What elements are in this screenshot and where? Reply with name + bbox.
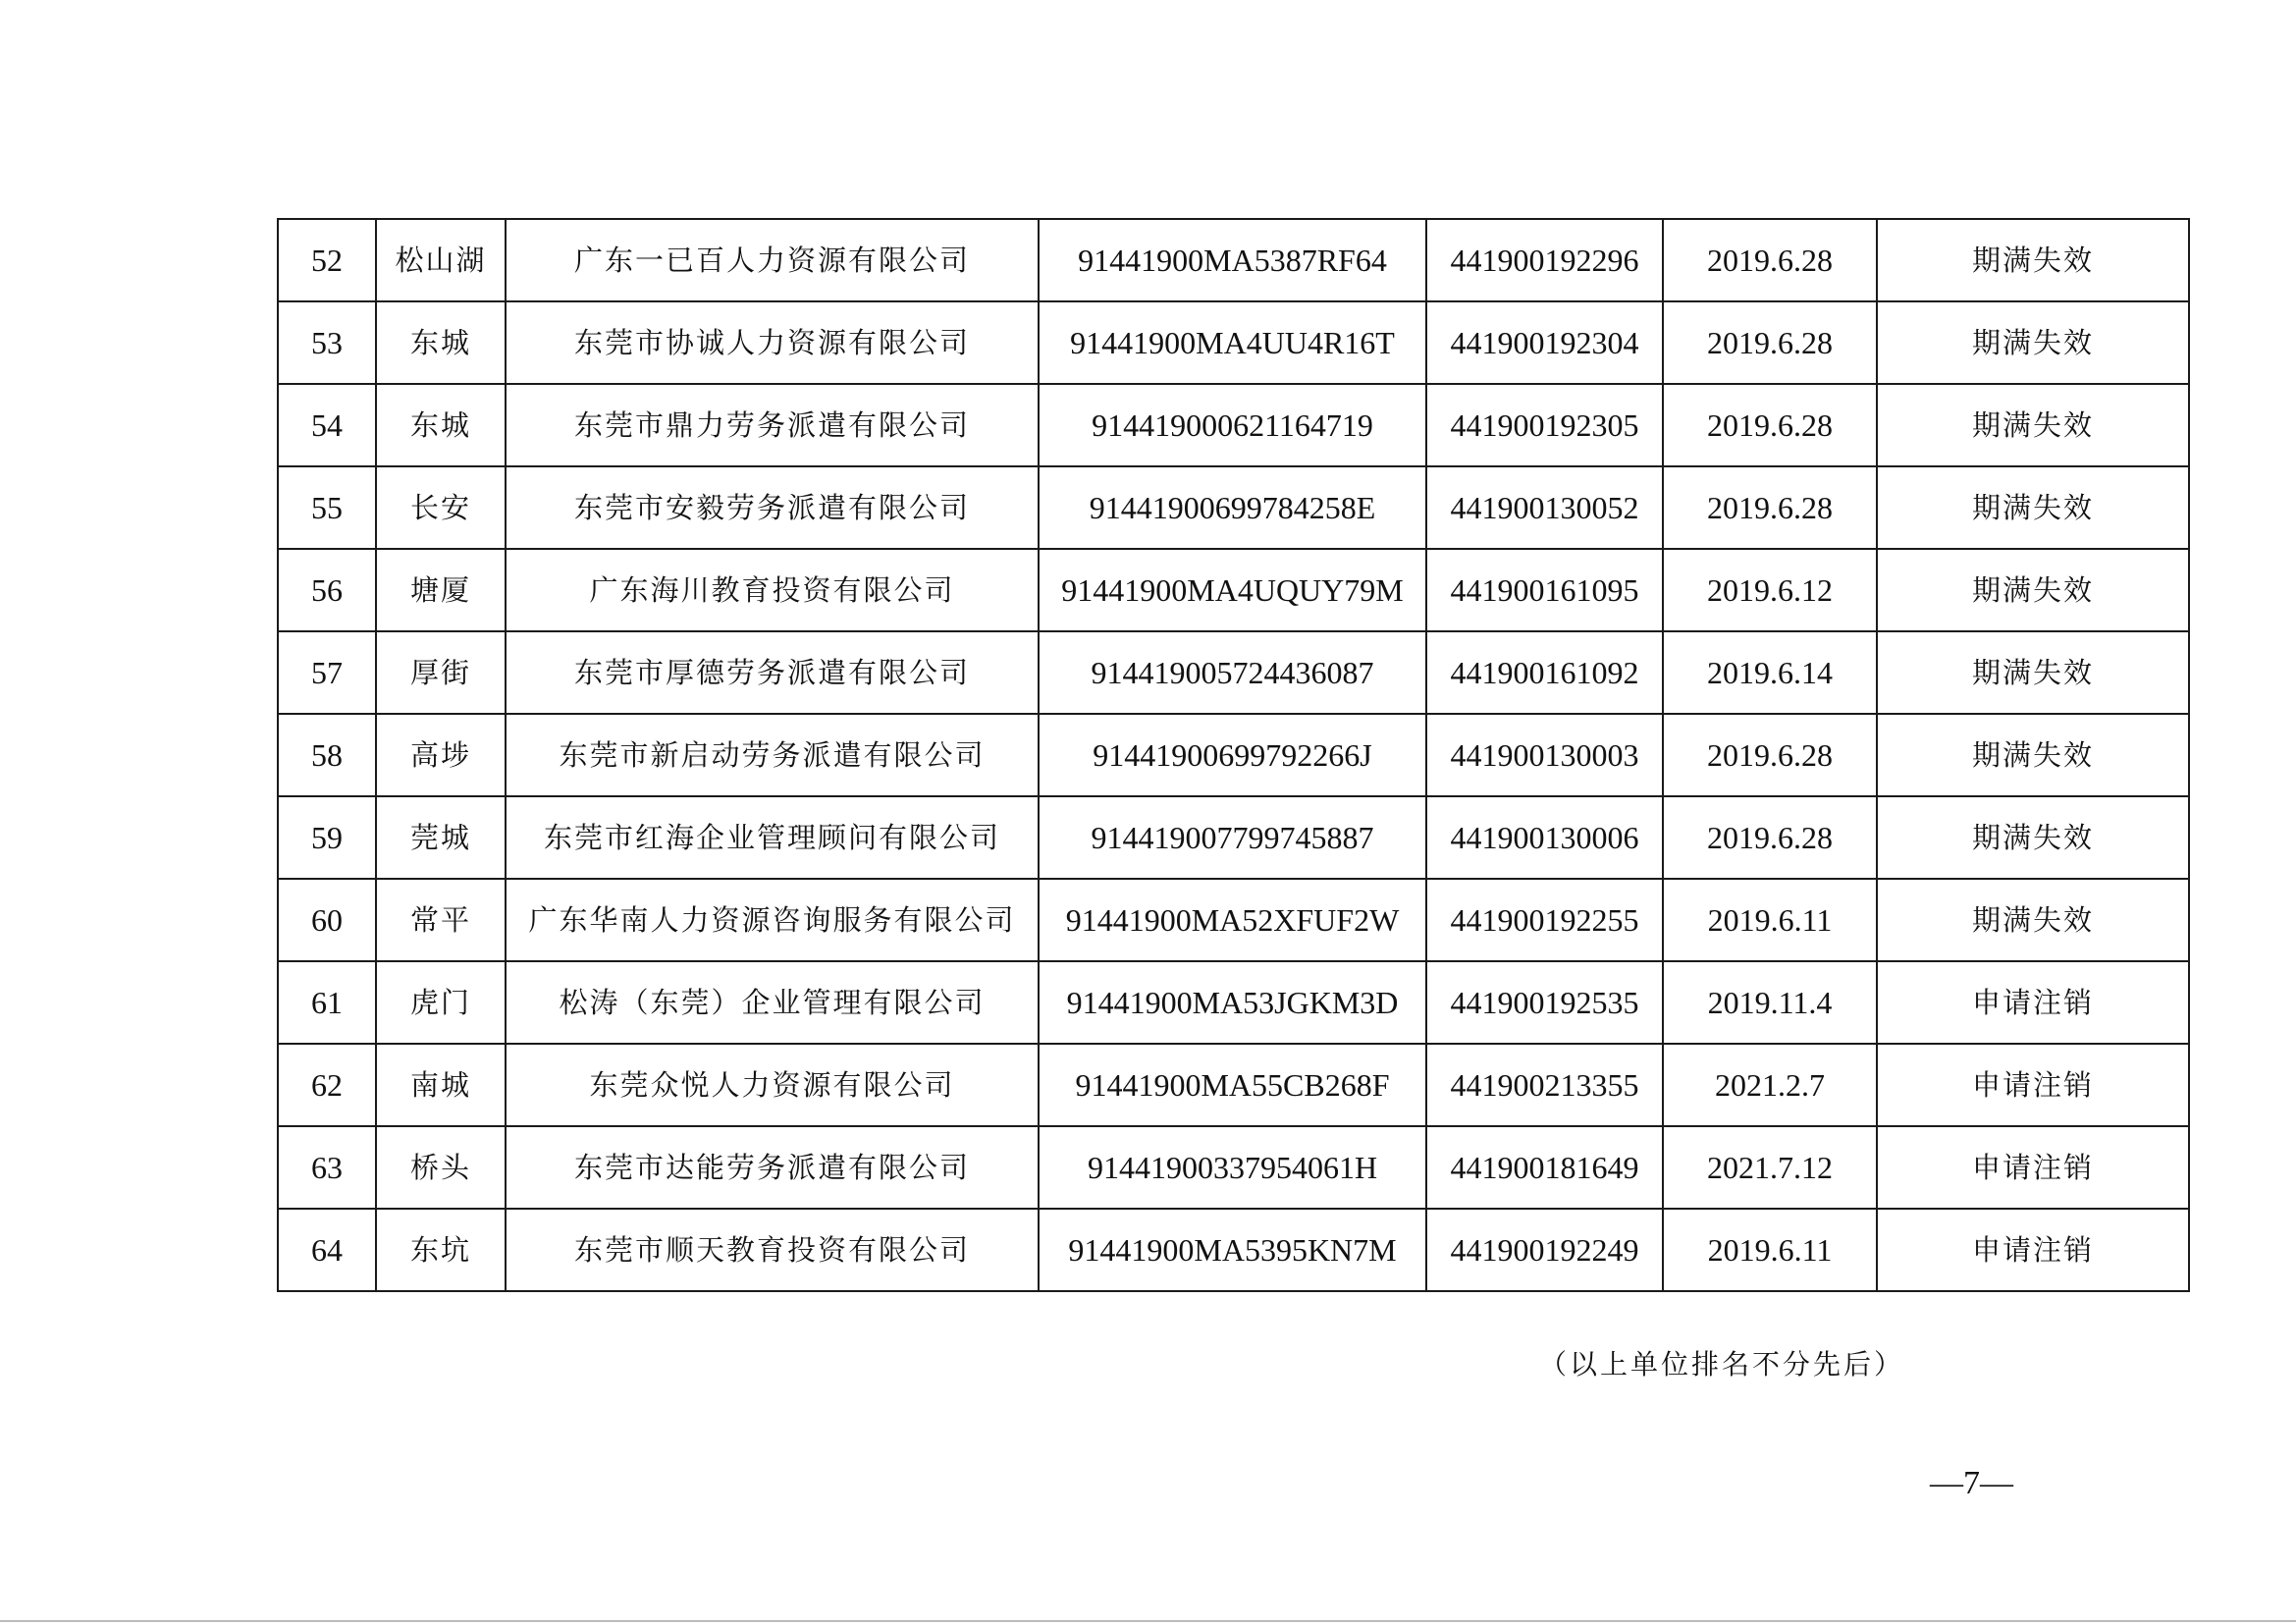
status-cell: 期满失效: [1877, 879, 2189, 961]
table-row: [278, 301, 2189, 384]
row-number-cell: 64: [278, 1209, 376, 1291]
row-number-cell: 55: [278, 466, 376, 549]
company-name-cell: 东莞市鼎力劳务派遣有限公司: [506, 384, 1039, 466]
credit-code-cell: 91441900699792266J: [1039, 714, 1426, 796]
credit-code-cell: 91441900MA4UU4R16T: [1039, 301, 1426, 384]
footnote: （以上单位排名不分先后）: [1539, 1348, 1905, 1380]
row-number-cell: 61: [278, 961, 376, 1044]
credit-code-cell: 914419007799745887: [1039, 796, 1426, 879]
credit-code-cell: 91441900MA4UQUY79M: [1039, 549, 1426, 631]
company-name-cell: 广东华南人力资源咨询服务有限公司: [506, 879, 1039, 961]
company-name-cell: 广东海川教育投资有限公司: [506, 549, 1039, 631]
table-row: [278, 714, 2189, 796]
row-number-cell: 59: [278, 796, 376, 879]
area-cell: 高埗: [376, 714, 506, 796]
company-name-cell: 东莞市协诚人力资源有限公司: [506, 301, 1039, 384]
date-cell: 2021.7.12: [1663, 1126, 1877, 1209]
page-bottom-rule: [0, 1620, 2296, 1622]
row-number-cell: 52: [278, 219, 376, 301]
area-cell: 桥头: [376, 1126, 506, 1209]
license-number-cell: 441900130052: [1426, 466, 1663, 549]
row-number-cell: 57: [278, 631, 376, 714]
credit-code-cell: 914419005724436087: [1039, 631, 1426, 714]
status-cell: 申请注销: [1877, 961, 2189, 1044]
license-number-cell: 441900130006: [1426, 796, 1663, 879]
table-row: [278, 1126, 2189, 1209]
date-cell: 2019.6.28: [1663, 219, 1877, 301]
page-number: —7—: [1930, 1465, 2013, 1501]
company-name-cell: 东莞市顺天教育投资有限公司: [506, 1209, 1039, 1291]
date-cell: 2019.6.11: [1663, 1209, 1877, 1291]
license-number-cell: 441900161092: [1426, 631, 1663, 714]
company-name-cell: 东莞市达能劳务派遣有限公司: [506, 1126, 1039, 1209]
area-cell: 松山湖: [376, 219, 506, 301]
status-cell: 期满失效: [1877, 714, 2189, 796]
row-number-cell: 58: [278, 714, 376, 796]
license-number-cell: 441900192305: [1426, 384, 1663, 466]
status-cell: 期满失效: [1877, 549, 2189, 631]
date-cell: 2021.2.7: [1663, 1044, 1877, 1126]
row-number-cell: 56: [278, 549, 376, 631]
company-name-cell: 东莞市厚德劳务派遣有限公司: [506, 631, 1039, 714]
status-cell: 申请注销: [1877, 1209, 2189, 1291]
license-number-cell: 441900192249: [1426, 1209, 1663, 1291]
table-row: [278, 219, 2189, 301]
credit-code-cell: 91441900MA5395KN7M: [1039, 1209, 1426, 1291]
company-name-cell: 东莞市新启动劳务派遣有限公司: [506, 714, 1039, 796]
area-cell: 厚街: [376, 631, 506, 714]
date-cell: 2019.6.28: [1663, 301, 1877, 384]
status-cell: 期满失效: [1877, 384, 2189, 466]
date-cell: 2019.6.28: [1663, 714, 1877, 796]
table-row: [278, 384, 2189, 466]
license-number-cell: 441900161095: [1426, 549, 1663, 631]
credit-code-cell: 91441900699784258E: [1039, 466, 1426, 549]
credit-code-cell: 91441900MA55CB268F: [1039, 1044, 1426, 1126]
company-name-cell: 松涛（东莞）企业管理有限公司: [506, 961, 1039, 1044]
license-number-cell: 441900192296: [1426, 219, 1663, 301]
status-cell: 期满失效: [1877, 796, 2189, 879]
area-cell: 南城: [376, 1044, 506, 1126]
company-name-cell: 广东一已百人力资源有限公司: [506, 219, 1039, 301]
company-name-cell: 东莞市红海企业管理顾问有限公司: [506, 796, 1039, 879]
date-cell: 2019.6.14: [1663, 631, 1877, 714]
date-cell: 2019.11.4: [1663, 961, 1877, 1044]
status-cell: 期满失效: [1877, 301, 2189, 384]
table-row: [278, 631, 2189, 714]
row-number-cell: 60: [278, 879, 376, 961]
status-cell: 期满失效: [1877, 466, 2189, 549]
table-row: [278, 1209, 2189, 1291]
license-number-cell: 441900192304: [1426, 301, 1663, 384]
status-cell: 期满失效: [1877, 219, 2189, 301]
license-number-cell: 441900181649: [1426, 1126, 1663, 1209]
company-table: [277, 218, 2190, 1292]
credit-code-cell: 91441900MA52XFUF2W: [1039, 879, 1426, 961]
license-number-cell: 441900192535: [1426, 961, 1663, 1044]
date-cell: 2019.6.28: [1663, 796, 1877, 879]
row-number-cell: 63: [278, 1126, 376, 1209]
area-cell: 塘厦: [376, 549, 506, 631]
date-cell: 2019.6.28: [1663, 466, 1877, 549]
row-number-cell: 62: [278, 1044, 376, 1126]
area-cell: 东坑: [376, 1209, 506, 1291]
credit-code-cell: 91441900337954061H: [1039, 1126, 1426, 1209]
credit-code-cell: 914419000621164719: [1039, 384, 1426, 466]
area-cell: 莞城: [376, 796, 506, 879]
table-row: [278, 1044, 2189, 1126]
table-row: [278, 879, 2189, 961]
status-cell: 期满失效: [1877, 631, 2189, 714]
date-cell: 2019.6.12: [1663, 549, 1877, 631]
license-number-cell: 441900213355: [1426, 1044, 1663, 1126]
company-name-cell: 东莞市安毅劳务派遣有限公司: [506, 466, 1039, 549]
area-cell: 东城: [376, 384, 506, 466]
table-row: [278, 466, 2189, 549]
row-number-cell: 53: [278, 301, 376, 384]
table-row: [278, 549, 2189, 631]
license-number-cell: 441900130003: [1426, 714, 1663, 796]
area-cell: 长安: [376, 466, 506, 549]
area-cell: 虎门: [376, 961, 506, 1044]
area-cell: 常平: [376, 879, 506, 961]
date-cell: 2019.6.28: [1663, 384, 1877, 466]
status-cell: 申请注销: [1877, 1126, 2189, 1209]
credit-code-cell: 91441900MA5387RF64: [1039, 219, 1426, 301]
area-cell: 东城: [376, 301, 506, 384]
table-row: [278, 796, 2189, 879]
date-cell: 2019.6.11: [1663, 879, 1877, 961]
row-number-cell: 54: [278, 384, 376, 466]
credit-code-cell: 91441900MA53JGKM3D: [1039, 961, 1426, 1044]
company-name-cell: 东莞众悦人力资源有限公司: [506, 1044, 1039, 1126]
status-cell: 申请注销: [1877, 1044, 2189, 1126]
license-number-cell: 441900192255: [1426, 879, 1663, 961]
table-row: [278, 961, 2189, 1044]
